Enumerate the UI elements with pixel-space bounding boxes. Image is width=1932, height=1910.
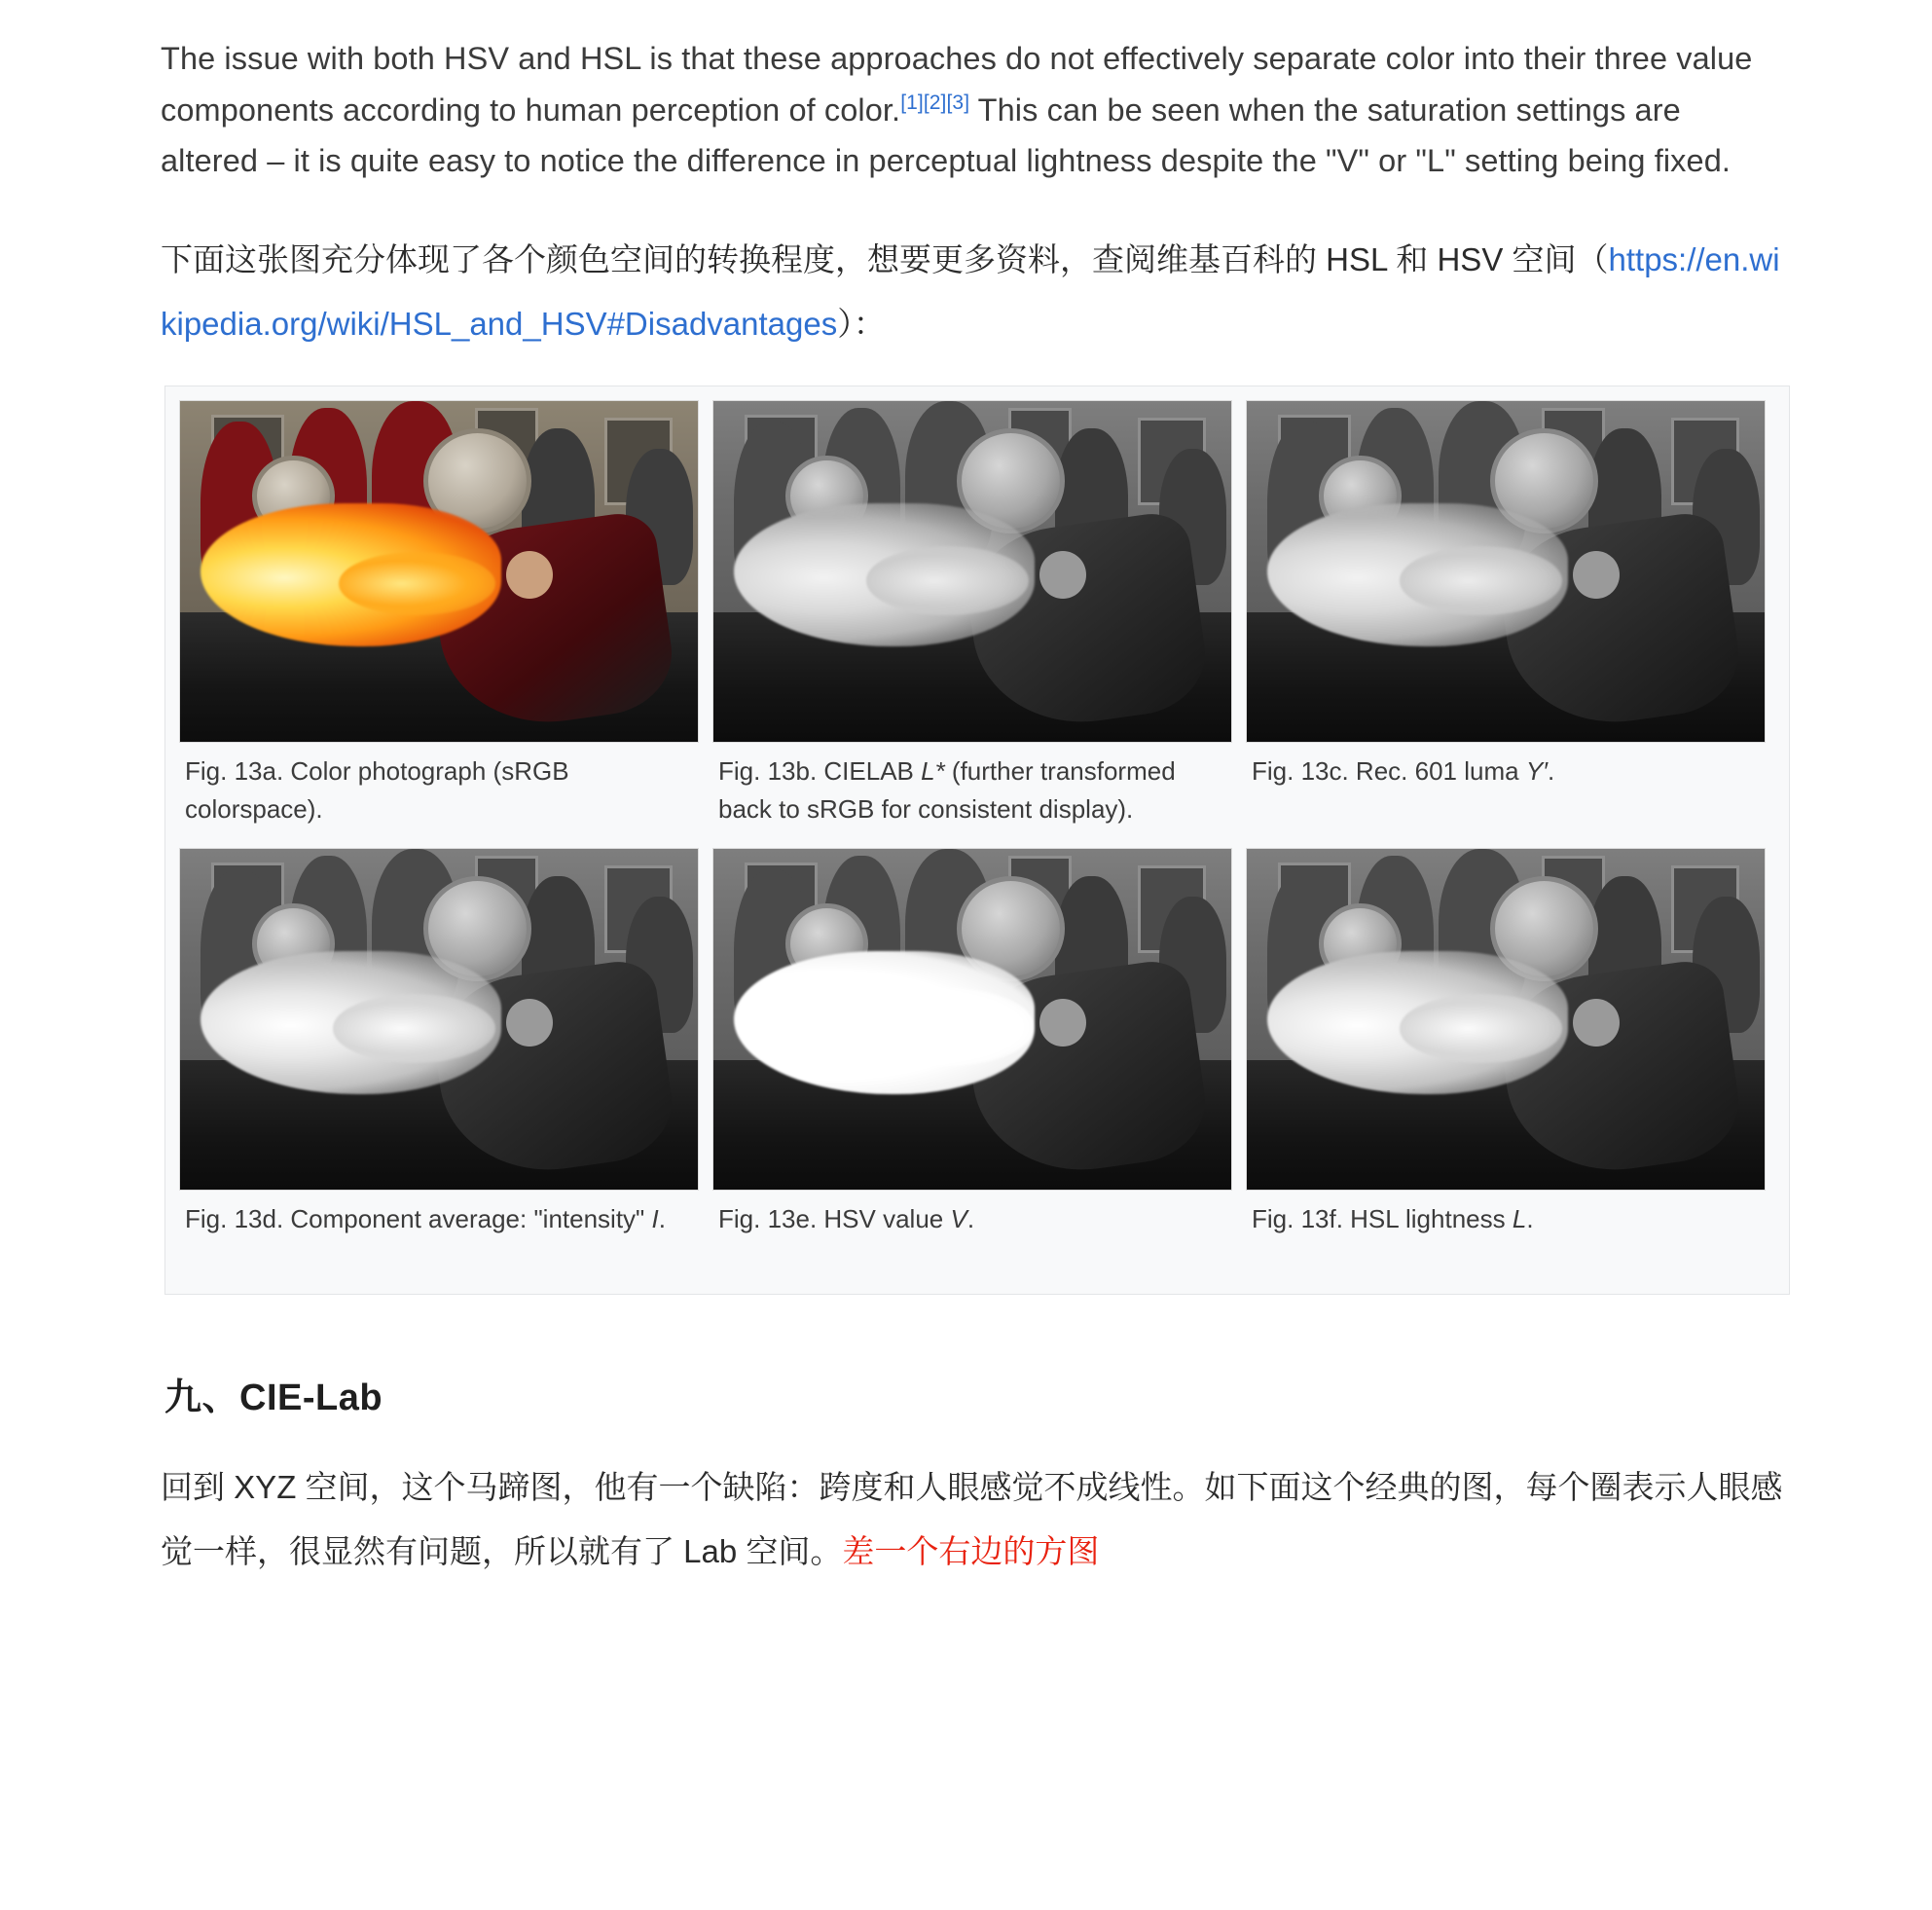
caption-lead: Fig. 13c. Rec. 601 luma bbox=[1252, 755, 1526, 786]
caption-rest: . bbox=[1526, 1203, 1534, 1233]
intro-text-rest: This can be seen when the saturation settings are altered – it is quite easy to notice the difference in perceptual lightness despite the "V" or "L" setting being fixed. bbox=[161, 92, 1731, 179]
scene-performer-head bbox=[506, 999, 553, 1047]
figure-caption-13c bbox=[1246, 743, 1766, 836]
figure-cell-13c bbox=[1246, 400, 1766, 836]
scene-performer-head bbox=[506, 551, 553, 599]
caption-lead: Fig. 13f. HSL lightness bbox=[1252, 1203, 1513, 1233]
caption-symbol: Y′ bbox=[1525, 755, 1549, 786]
figure-caption-13a: Fig. 13a. Color photograph (sRGB colorspace). bbox=[185, 755, 569, 824]
figure-image-13c bbox=[1246, 400, 1766, 743]
fire-breather-scene-rec601 bbox=[1247, 401, 1765, 742]
scene-performer-head bbox=[1039, 551, 1086, 599]
figure-row-top bbox=[179, 400, 1775, 836]
chinese-tail-text: 回到 XYZ 空间，这个马蹄图，他有一个缺陷：跨度和人眼感觉不成线性。如下面这个经典的图，每个圈表示人眼感觉一样，很显然有问题，所以就有了 Lab 空间。 bbox=[161, 1468, 1783, 1569]
figure-caption-13f bbox=[1246, 1191, 1766, 1284]
chinese-intro-text-2: ）： bbox=[837, 305, 886, 342]
intro-paragraph bbox=[161, 33, 1776, 187]
fire-breather-scene-cielab bbox=[713, 401, 1231, 742]
figure-cell-13e bbox=[712, 848, 1232, 1284]
fire-breather-scene-intensity bbox=[180, 849, 698, 1190]
figure-cell-13d bbox=[179, 848, 699, 1284]
figure-cell-13a bbox=[179, 400, 699, 836]
figure-image-13f bbox=[1246, 848, 1766, 1191]
chinese-intro-text-1: 下面这张图充分体现了各个颜色空间的转换程度，想要更多资料，查阅维基百科的 HSL 和 HSV 空间（ bbox=[161, 240, 1609, 277]
caption-symbol: V bbox=[950, 1203, 967, 1233]
figure-cell-13f bbox=[1246, 848, 1766, 1284]
caption-symbol: L bbox=[1512, 1203, 1527, 1233]
scene-performer-head bbox=[1039, 999, 1086, 1047]
figure-caption-13e bbox=[712, 1191, 1232, 1284]
fire-breather-scene-hsv-value bbox=[713, 849, 1231, 1190]
caption-rest: . bbox=[966, 1203, 975, 1233]
caption-lead: Fig. 13e. HSV value bbox=[718, 1203, 951, 1233]
fire-breather-scene-hsl-lightness bbox=[1247, 849, 1765, 1190]
figure-13-grid bbox=[164, 386, 1790, 1295]
chinese-tail-highlight: 差一个右边的方图 bbox=[842, 1532, 1100, 1569]
chinese-intro-paragraph bbox=[161, 228, 1796, 356]
chinese-tail-paragraph bbox=[161, 1455, 1796, 1584]
figure-caption-13b bbox=[712, 743, 1232, 836]
fire-breather-scene-color bbox=[180, 401, 698, 742]
figure-image-13a bbox=[179, 400, 699, 743]
caption-rest: (further transformed back to sRGB for consistent display). bbox=[718, 755, 1176, 824]
figure-caption-13d bbox=[179, 1191, 699, 1284]
figure-cell-13b bbox=[712, 400, 1232, 836]
caption-rest: . bbox=[658, 1203, 666, 1233]
figure-image-13b bbox=[712, 400, 1232, 743]
scene-performer-head bbox=[1573, 551, 1620, 599]
caption-symbol: L* bbox=[921, 755, 945, 786]
caption-rest: . bbox=[1548, 755, 1555, 786]
caption-lead: Fig. 13b. CIELAB bbox=[718, 755, 922, 786]
section-heading-cie-lab: 九、CIE-Lab bbox=[164, 1377, 383, 1418]
figure-image-13d bbox=[179, 848, 699, 1191]
figure-image-13e bbox=[712, 848, 1232, 1191]
intro-text-main: The issue with both HSV and HSL is that these approaches do not effectively separate color into their three value components according to human perception of color. bbox=[161, 41, 1753, 128]
scene-performer-head bbox=[1573, 999, 1620, 1047]
citation-refs[interactable]: [1][2][3] bbox=[900, 91, 970, 114]
figure-row-bottom bbox=[179, 848, 1775, 1284]
caption-lead: Fig. 13d. Component average: "intensity" bbox=[185, 1203, 652, 1233]
wikipedia-hsl-hsv-link[interactable]: https://en.wikipedia.org/wiki/HSL_and_HSV#Disadvantages bbox=[161, 240, 1780, 342]
caption-symbol: I bbox=[651, 1203, 659, 1233]
